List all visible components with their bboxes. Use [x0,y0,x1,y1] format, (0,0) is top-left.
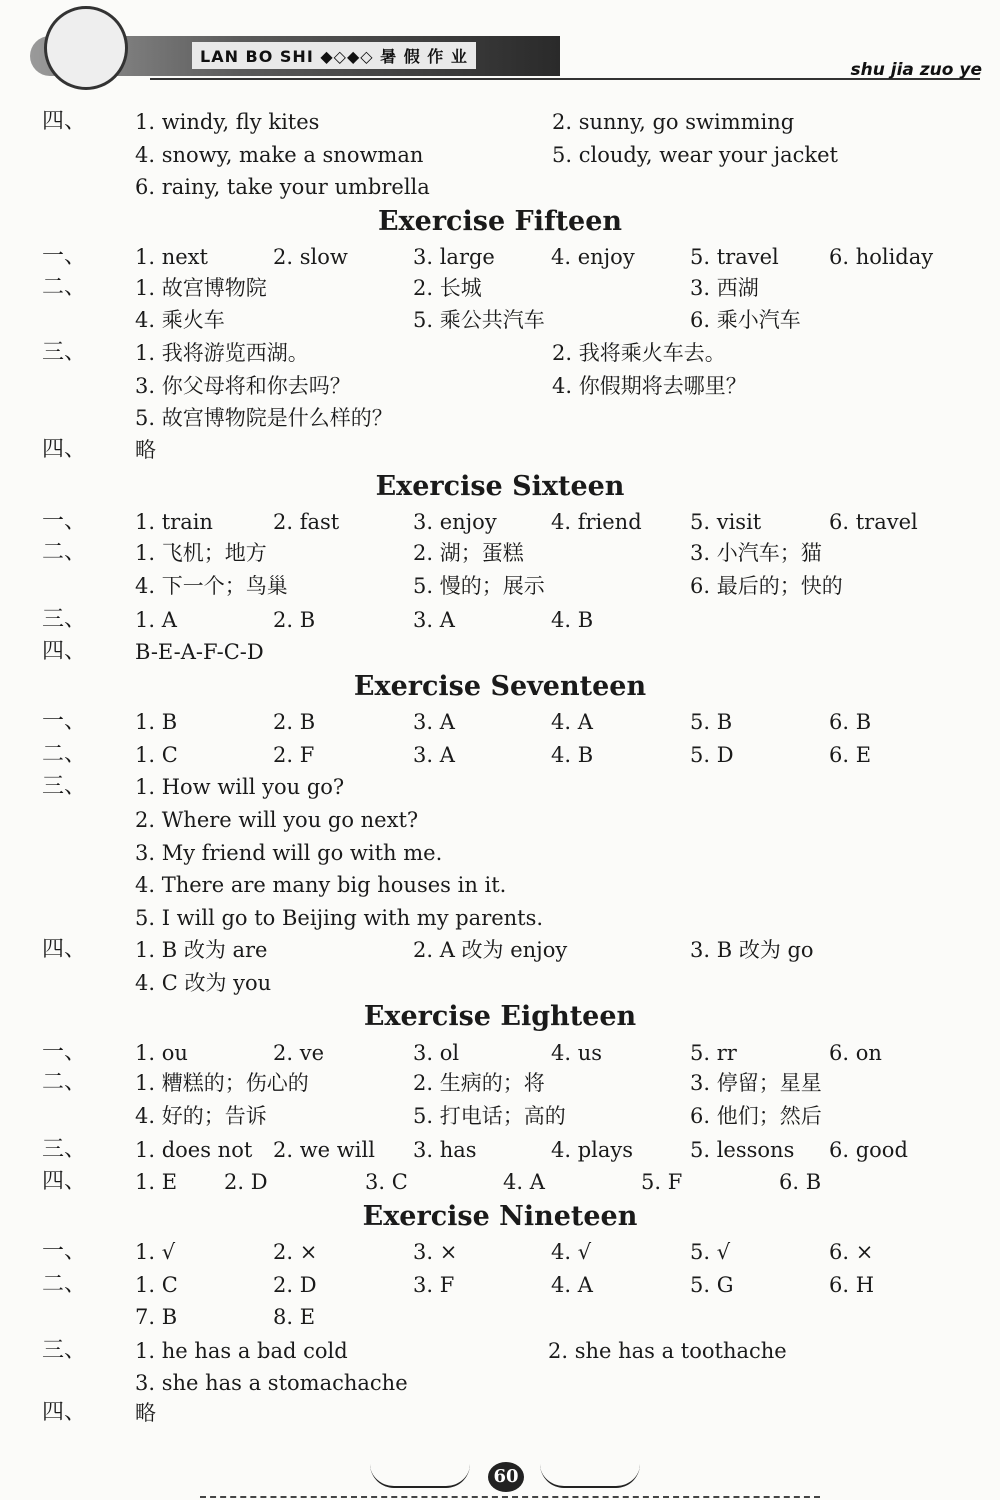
section-number: 三、 [42,1137,87,1162]
answer-item: 4. There are many big houses in it. [135,873,507,897]
section-number: 一、 [42,709,87,734]
answer-item: 2. ve [273,1041,325,1065]
answer-row [0,107,1000,137]
answer-item: 2. sunny, go swimming [552,110,795,134]
section-number: 二、 [42,742,87,767]
section-number: 四、 [42,639,87,664]
page-header [0,0,1000,100]
answer-item: 4. 你假期将去哪里？ [552,374,747,398]
answer-row [0,838,1000,868]
answer-item: 2. × [273,1240,318,1264]
answer-row [0,507,1000,537]
answer-item: 3. F [413,1273,455,1297]
answer-item: 3. A [413,608,455,632]
section-number: 二、 [42,540,87,565]
answer-row [0,1398,1000,1428]
answer-item: 5. √ [690,1240,731,1264]
answer-row [0,571,1000,601]
page-number: 60 [488,1462,524,1492]
section-number: 三、 [42,340,87,365]
answer-row [0,740,1000,770]
answer-item: 1. 我将游览西湖。 [135,341,309,365]
answer-item: 5. rr [690,1041,737,1065]
answer-item: 2. Where will you go next? [135,808,419,832]
exercise-title: Exercise Nineteen [362,1201,638,1232]
answer-item: 5. 慢的；展示 [413,574,545,598]
answer-item: 略 [135,438,156,462]
answer-item: 3. she has a stomachache [135,1371,408,1395]
page-footer [0,1450,1000,1500]
exercise-title: Exercise Sixteen [375,471,625,502]
answer-item: 3. B 改为 go [690,938,814,962]
section-number: 二、 [42,275,87,300]
answer-item: 1. C [135,743,178,767]
mascot-logo-icon [44,6,128,90]
answer-item: 2. 长城 [413,276,482,300]
answer-item: 1. C [135,1273,178,1297]
answer-row [0,805,1000,835]
answer-row [0,1368,1000,1398]
answer-item: 1. 糟糕的；伤心的 [135,1071,309,1095]
header-pinyin: shu jia zuo ye [850,60,982,80]
answer-item: 4. plays [551,1138,634,1162]
answer-row [0,273,1000,303]
answer-item: 6. B [829,710,872,734]
answer-item: 5. I will go to Beijing with my parents. [135,906,544,930]
answer-item: 1. he has a bad cold [135,1339,348,1363]
answer-item: 4. 乘火车 [135,308,225,332]
answer-item: 4. friend [551,510,642,534]
section-number: 三、 [42,774,87,799]
answer-item: 1. 飞机；地方 [135,541,267,565]
answer-item: 2. 生病的；将 [413,1071,545,1095]
answer-row [0,1336,1000,1366]
section-number: 四、 [42,109,87,134]
answer-row [0,140,1000,170]
exercise-title: Exercise Fifteen [377,206,623,237]
answer-row [0,1101,1000,1131]
section-number: 一、 [42,244,87,269]
answer-row [0,435,1000,465]
answer-row [0,305,1000,335]
answer-item: 5. B [690,710,733,734]
section-number: 一、 [42,1040,87,1065]
exercise-title: Exercise Eighteen [363,1001,637,1032]
answer-row [0,870,1000,900]
answer-item: 4. C 改为 you [135,971,272,995]
answer-row [0,707,1000,737]
answer-item: 1. B 改为 are [135,938,268,962]
answer-item: 2. slow [273,245,348,269]
answer-item: 6. travel [829,510,918,534]
answer-row [0,903,1000,933]
answer-row [0,1302,1000,1332]
section-number: 三、 [42,1338,87,1363]
section-number: 二、 [42,1070,87,1095]
answer-item: 6. 最后的；快的 [690,574,843,598]
answer-item: 2. 我将乘火车去。 [552,341,726,365]
answer-item: 3. 小汽车；猫 [690,541,822,565]
answer-item: 3. A [413,743,455,767]
answer-item: 3. 停留；星星 [690,1071,822,1095]
answer-item: 4. enjoy [551,245,635,269]
answer-item: 6. on [829,1041,882,1065]
answer-item: 5. D [690,743,734,767]
answer-row [0,1068,1000,1098]
answer-row [0,338,1000,368]
answer-item: 1. B [135,710,178,734]
answer-item: 2. B [273,710,316,734]
answer-row [0,935,1000,965]
answer-item: 1. train [135,510,213,534]
section-number: 一、 [42,509,87,534]
answer-item: 5. travel [690,245,779,269]
footer-dashed-rule [200,1496,820,1498]
answer-item: 1. next [135,245,208,269]
answer-item: 3. C [365,1170,408,1194]
answer-item: 1. 故宫博物院 [135,276,267,300]
answer-item: 5. 故宫博物院是什么样的？ [135,406,393,430]
answer-item: 3. has [413,1138,477,1162]
exercise-title: Exercise Seventeen [353,671,647,702]
section-number: 四、 [42,937,87,962]
answer-row [0,1038,1000,1068]
answer-item: 3. A [413,710,455,734]
answer-item: 5. 乘公共汽车 [413,308,545,332]
answer-item: 4. snowy, make a snowman [135,143,424,167]
answer-item: 2. we will [273,1138,375,1162]
section-number: 一、 [42,1239,87,1264]
answer-item: 3. 西湖 [690,276,759,300]
answer-item: 3. My friend will go with me. [135,841,443,865]
answer-item: 5. cloudy, wear your jacket [552,143,838,167]
answer-row [0,403,1000,433]
footer-ornament-left-icon [370,1464,470,1488]
answer-item: 5. G [690,1273,734,1297]
answer-item: 6. holiday [829,245,934,269]
answer-item: 7. B [135,1305,178,1329]
header-title: LAN BO SHI ◆◇◆◇ 暑 假 作 业 [192,42,476,69]
answer-item: 5. 打电话；高的 [413,1104,566,1128]
answer-item: 5. visit [690,510,762,534]
answer-item: 4. 下一个；鸟巢 [135,574,288,598]
answer-item: 4. 好的；告诉 [135,1104,267,1128]
answer-row [0,242,1000,272]
answer-item: 3. enjoy [413,510,497,534]
answer-row [0,538,1000,568]
section-number: 二、 [42,1272,87,1297]
answer-row [0,1135,1000,1165]
answer-item: 1. How will you go? [135,775,345,799]
answer-item: 1. A [135,608,177,632]
answer-item: 4. A [503,1170,545,1194]
answer-item: 6. E [829,743,872,767]
answer-item: 3. × [413,1240,458,1264]
answer-row [0,968,1000,998]
answer-item: 6. × [829,1240,874,1264]
answer-item: 8. E [273,1305,316,1329]
answer-item: 1. does not [135,1138,253,1162]
answer-item: 6. B [779,1170,822,1194]
answer-item: 2. D [273,1273,317,1297]
answer-item: 6. 乘小汽车 [690,308,801,332]
answer-item: 1. E [135,1170,178,1194]
answer-row [0,1270,1000,1300]
answer-item: 3. 你父母将和你去吗？ [135,374,351,398]
section-number: 四、 [42,1169,87,1194]
answer-item: 3. ol [413,1041,460,1065]
answer-row [0,1237,1000,1267]
answer-item: 6. H [829,1273,875,1297]
answer-item: 2. A 改为 enjoy [413,938,568,962]
answer-item: 5. lessons [690,1138,795,1162]
answer-item: 4. us [551,1041,603,1065]
answer-item: 2. F [273,743,315,767]
section-number: 四、 [42,437,87,462]
answer-item: 1. windy, fly kites [135,110,320,134]
answer-item: 4. A [551,710,593,734]
answer-item: B-E-A-F-C-D [135,640,264,664]
answer-item: 6. 他们；然后 [690,1104,822,1128]
answer-row [0,772,1000,802]
answer-item: 3. large [413,245,495,269]
answer-item: 2. 湖；蛋糕 [413,541,524,565]
answer-item: 略 [135,1401,156,1425]
section-number: 四、 [42,1400,87,1425]
answer-item: 4. √ [551,1240,592,1264]
answer-item: 2. she has a toothache [548,1339,787,1363]
answer-item: 2. fast [273,510,340,534]
answer-row [0,172,1000,202]
answer-item: 4. B [551,743,594,767]
answer-item: 4. B [551,608,594,632]
answer-item: 6. rainy, take your umbrella [135,175,430,199]
answer-item: 5. F [641,1170,683,1194]
answer-row [0,1167,1000,1197]
answer-item: 6. good [829,1138,908,1162]
answer-row [0,637,1000,667]
footer-ornament-right-icon [540,1464,640,1488]
section-number: 三、 [42,607,87,632]
answer-item: 2. B [273,608,316,632]
answer-item: 4. A [551,1273,593,1297]
answer-item: 1. ou [135,1041,188,1065]
answer-item: 2. D [224,1170,268,1194]
answer-row [0,605,1000,635]
answer-row [0,371,1000,401]
answer-item: 1. √ [135,1240,176,1264]
